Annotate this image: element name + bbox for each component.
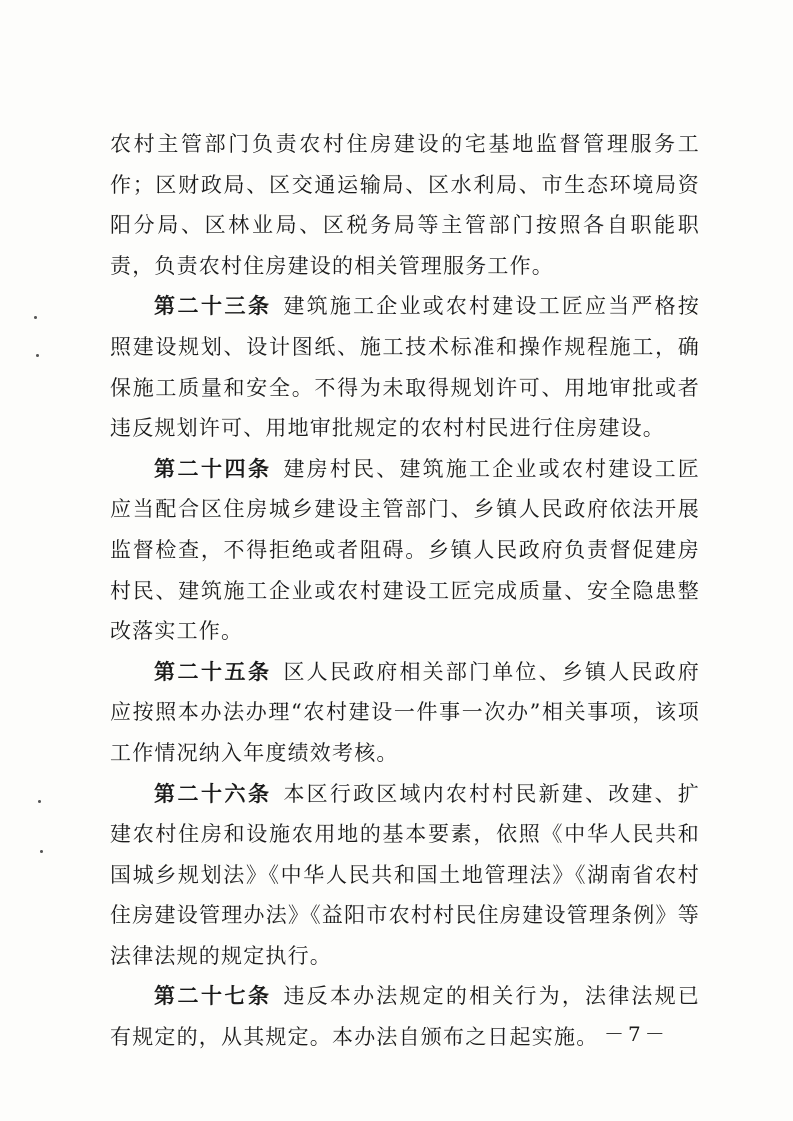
page-number: －7－ bbox=[604, 1022, 669, 1046]
article-text: 建筑施工企业或农村建设工匠应当严格按照建设规划、设计图纸、施工技术标准和操作规程施工，确保施工质量和安全。不得为未取得规划许可、用地审批或者违反规划许可、用地审批规定的农村村民进行住房建设。 bbox=[110, 294, 700, 441]
article-text: 违反本办法规定的相关行为，法律法规已有规定的，从其规定。本办法自颁布之日起实施。 bbox=[110, 984, 700, 1050]
article-26 bbox=[110, 774, 700, 977]
article-25 bbox=[110, 652, 700, 774]
scan-speck bbox=[40, 850, 43, 853]
article-label: 第二十四条 bbox=[154, 455, 272, 481]
article-24 bbox=[110, 449, 700, 652]
article-text: 区人民政府相关部门单位、乡镇人民政府应按照本办法办理“农村建设一件事一次办”相关事项，该项工作情况纳入年度绩效考核。 bbox=[110, 659, 700, 765]
article-label: 第二十六条 bbox=[154, 780, 272, 806]
opening-paragraph: 农村主管部门负责农村住房建设的宅基地监督管理服务工作；区财政局、区交通运输局、区水利局、市生态环境局资阳分局、区林业局、区税务局等主管部门按照各自职能职责，负责农村住房建设的相关管理服务工作。 bbox=[110, 132, 700, 278]
document-body bbox=[110, 124, 700, 1058]
article-23 bbox=[110, 286, 700, 448]
scan-speck bbox=[38, 800, 41, 803]
article-label: 第二十三条 bbox=[154, 293, 272, 319]
scan-speck bbox=[34, 316, 37, 319]
scan-speck bbox=[36, 354, 39, 357]
article-text: 建房村民、建筑施工企业或农村建设工匠应当配合区住房城乡建设主管部门、乡镇人民政府依法开展监督检查，不得拒绝或者阻碍。乡镇人民政府负责督促建房村民、建筑施工企业或农村建设工匠完成质量、安全隐患整改落实工作。 bbox=[110, 456, 700, 644]
article-text: 本区行政区域内农村村民新建、改建、扩建农村住房和设施农用地的基本要素，依照《中华人民共和国城乡规划法》《中华人民共和国土地管理法》《湖南省农村住房建设管理办法》《益阳市农村村民住房建设管理条例》等法律法规的规定执行。 bbox=[110, 781, 700, 968]
article-label: 第二十五条 bbox=[154, 658, 272, 684]
article-label: 第二十七条 bbox=[154, 983, 272, 1009]
